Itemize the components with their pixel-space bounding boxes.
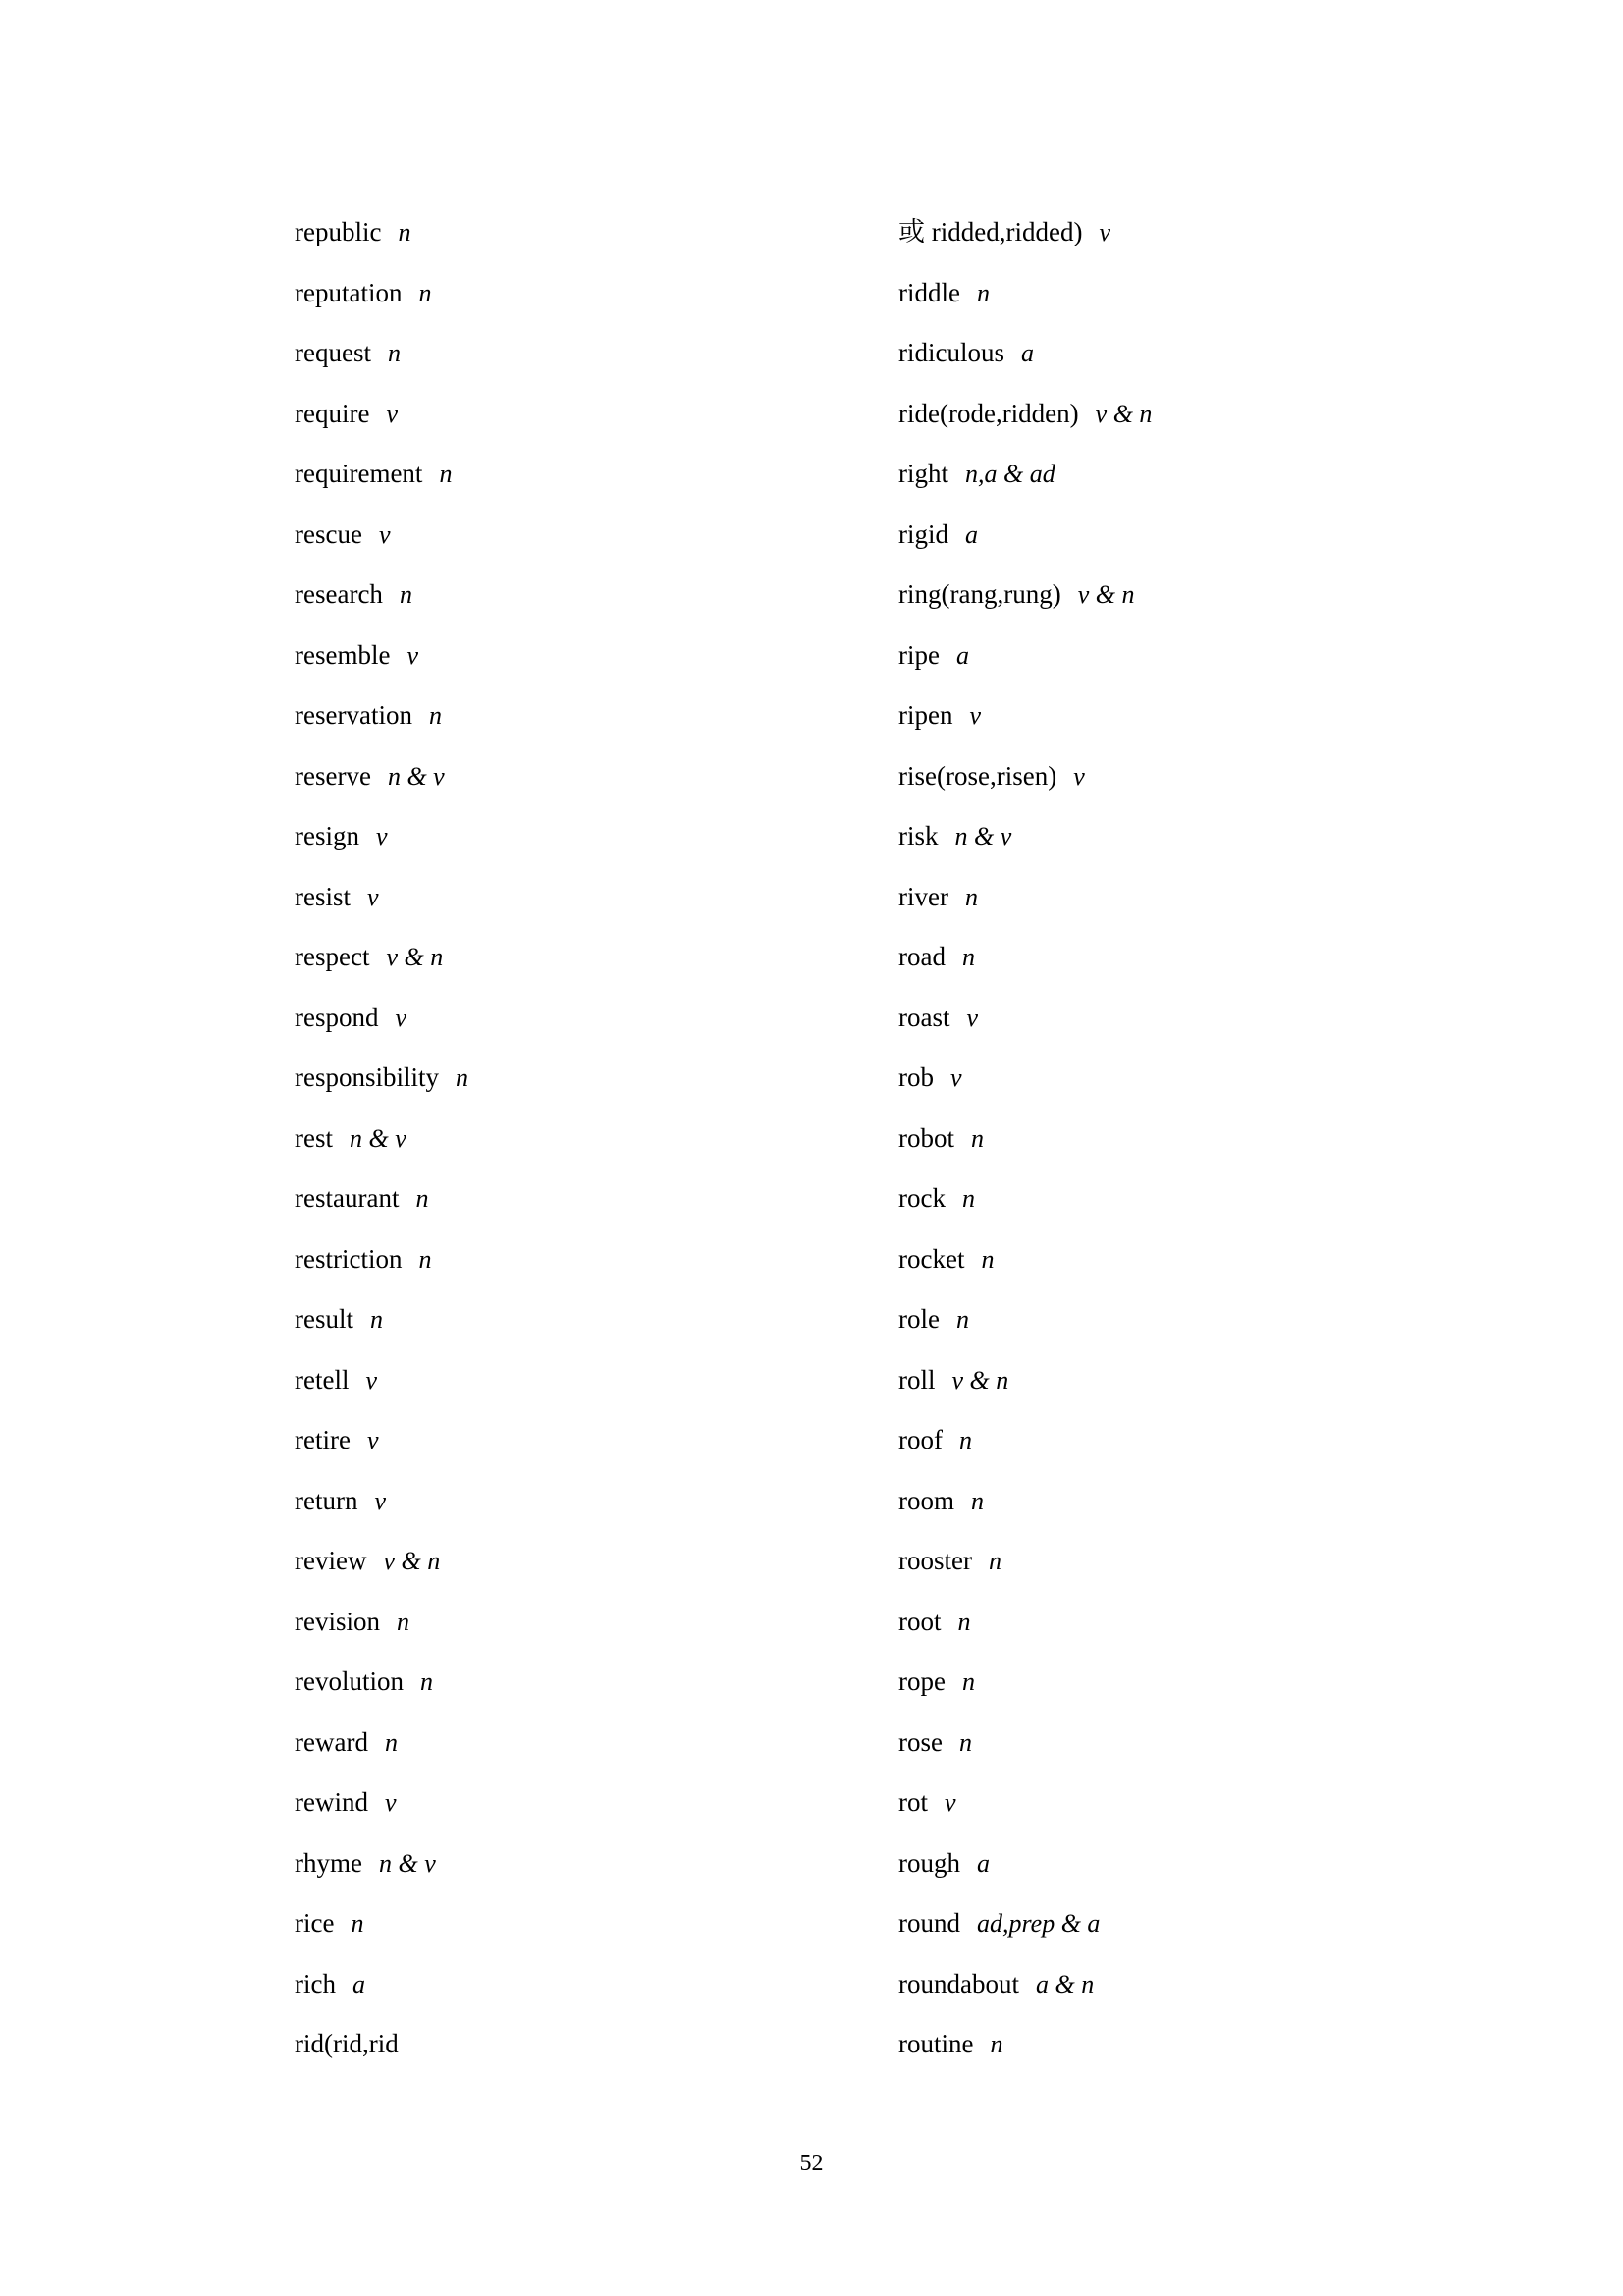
entry-part-of-speech: v — [1073, 761, 1085, 791]
dictionary-entry — [898, 1531, 1375, 1592]
entry-part-of-speech: v — [395, 1003, 407, 1032]
dictionary-entry — [295, 1289, 898, 1350]
entry-part-of-speech: a — [955, 640, 969, 670]
entry-word: require — [295, 398, 370, 428]
dictionary-entry — [295, 1230, 898, 1290]
dictionary-entry — [295, 806, 898, 867]
dictionary-entry — [898, 1652, 1375, 1713]
entry-part-of-speech: v — [969, 701, 982, 730]
dictionary-entry — [295, 202, 898, 263]
entry-part-of-speech: n & v — [954, 822, 1012, 850]
entry-word: rich — [295, 1968, 336, 1998]
entry-part-of-speech: v — [378, 519, 391, 549]
dictionary-entry — [898, 1350, 1375, 1411]
dictionary-entry — [295, 444, 898, 505]
entry-word: rhyme — [295, 1847, 362, 1878]
dictionary-entry — [898, 384, 1375, 445]
entry-part-of-speech: n & v — [387, 761, 445, 791]
entry-part-of-speech: a — [352, 1969, 365, 1998]
entry-part-of-speech: v & n — [383, 1547, 441, 1575]
entry-part-of-speech: v & n — [951, 1365, 1009, 1394]
entry-word: rice — [295, 1908, 335, 1938]
dictionary-entry — [295, 565, 898, 626]
word-list-column-right — [898, 202, 1375, 2075]
entry-part-of-speech: n & v — [378, 1848, 436, 1878]
entry-word: risk — [898, 821, 939, 850]
dictionary-entry — [898, 1713, 1375, 1774]
entry-part-of-speech: n — [399, 580, 412, 609]
page-number: 52 — [799, 2151, 824, 2176]
dictionary-entry — [295, 927, 898, 988]
entry-word: riddle — [898, 277, 960, 307]
entry-part-of-speech: n — [398, 218, 411, 246]
dictionary-entry — [295, 1773, 898, 1833]
entry-part-of-speech: n — [955, 1305, 969, 1334]
entry-part-of-speech: n — [428, 701, 442, 730]
entry-word: rock — [898, 1183, 946, 1213]
entry-word: ripen — [898, 700, 953, 730]
dictionary-entry — [295, 1350, 898, 1411]
entry-word: ring(rang,rung) — [898, 579, 1061, 609]
dictionary-entry — [295, 1893, 898, 1954]
entry-word: resist — [295, 881, 351, 911]
dictionary-entry — [898, 746, 1375, 807]
entry-word: resemble — [295, 639, 391, 670]
dictionary-entry — [898, 1592, 1375, 1653]
entry-word: ride(rode,ridden) — [898, 398, 1079, 428]
entry-word: retire — [295, 1425, 351, 1454]
entry-part-of-speech: n — [351, 1909, 364, 1938]
dictionary-entry — [898, 626, 1375, 686]
entry-word: 或 ridded,ridded) — [898, 217, 1083, 246]
entry-part-of-speech: v & n — [386, 943, 444, 971]
entry-word: reserve — [295, 760, 371, 791]
entry-part-of-speech: ad,prep & a — [977, 1909, 1101, 1938]
entry-word: robot — [898, 1122, 954, 1153]
dictionary-entry — [295, 1410, 898, 1471]
entry-part-of-speech: n — [961, 1667, 975, 1696]
dictionary-entry — [295, 1471, 898, 1532]
dictionary-entry — [898, 806, 1375, 867]
entry-part-of-speech: n — [418, 1244, 432, 1274]
entry-word: reputation — [295, 277, 403, 307]
dictionary-entry — [295, 263, 898, 324]
entry-word: rid(rid,rid — [295, 2029, 399, 2058]
entry-word: research — [295, 579, 383, 609]
entry-part-of-speech: n — [370, 1305, 383, 1334]
dictionary-entry — [295, 384, 898, 445]
entry-part-of-speech: a — [965, 519, 978, 549]
entry-word: rocket — [898, 1243, 965, 1274]
entry-part-of-speech: n — [957, 1607, 971, 1636]
entry-part-of-speech: v — [365, 1365, 378, 1394]
dictionary-entry — [295, 1169, 898, 1230]
dictionary-entry — [898, 202, 1375, 263]
dictionary-entry — [898, 2014, 1375, 2075]
entry-word: rough — [898, 1847, 960, 1878]
entry-part-of-speech: n — [415, 1184, 429, 1213]
entry-part-of-speech: v & n — [1077, 580, 1135, 609]
entry-part-of-speech: v — [366, 1426, 379, 1454]
entry-part-of-speech: n & v — [349, 1123, 406, 1153]
dictionary-entry — [295, 685, 898, 746]
entry-part-of-speech: v — [375, 822, 388, 850]
dictionary-entry — [898, 685, 1375, 746]
dictionary-entry — [295, 746, 898, 807]
entry-part-of-speech: n — [988, 1547, 1001, 1575]
entry-part-of-speech: v — [374, 1486, 387, 1515]
entry-part-of-speech: a — [977, 1848, 990, 1878]
dictionary-entry — [898, 1893, 1375, 1954]
entry-word: roof — [898, 1425, 943, 1454]
dictionary-entry — [898, 1833, 1375, 1894]
entry-word: revolution — [295, 1667, 404, 1696]
entry-word: rot — [898, 1787, 928, 1817]
entry-word: respond — [295, 1002, 379, 1032]
dictionary-entry — [295, 867, 898, 928]
entry-word: roast — [898, 1002, 950, 1032]
entry-part-of-speech: n — [439, 460, 453, 488]
dictionary-entry — [295, 1954, 898, 2015]
entry-part-of-speech: v & n — [1095, 399, 1153, 428]
entry-part-of-speech: n — [961, 943, 975, 971]
entry-part-of-speech: v — [386, 399, 398, 428]
entry-word: republic — [295, 217, 382, 246]
entry-part-of-speech: n — [981, 1244, 995, 1274]
dictionary-entry — [295, 1833, 898, 1894]
entry-word: resign — [295, 821, 359, 850]
dictionary-entry — [898, 263, 1375, 324]
dictionary-entry — [898, 867, 1375, 928]
dictionary-entry — [898, 1954, 1375, 2015]
dictionary-entry — [898, 505, 1375, 566]
dictionary-entry — [898, 927, 1375, 988]
entry-word: river — [898, 881, 948, 911]
entry-part-of-speech: v — [367, 882, 379, 911]
entry-part-of-speech: v — [966, 1003, 979, 1032]
entry-word: rigid — [898, 519, 948, 549]
entry-part-of-speech: n — [976, 278, 990, 307]
word-list-column-left — [295, 202, 898, 2075]
entry-word: revision — [295, 1606, 380, 1636]
entry-part-of-speech: n — [958, 1727, 972, 1757]
dictionary-entry — [295, 1652, 898, 1713]
dictionary-entry — [295, 2014, 898, 2075]
dictionary-entry — [295, 1109, 898, 1170]
entry-word: responsibility — [295, 1063, 439, 1092]
entry-part-of-speech: n — [387, 339, 401, 367]
entry-part-of-speech: n — [397, 1607, 409, 1636]
dictionary-entry — [898, 1773, 1375, 1833]
entry-part-of-speech: a & n — [1035, 1969, 1095, 1998]
dictionary-entry — [898, 1109, 1375, 1170]
entry-part-of-speech: v — [945, 1788, 956, 1817]
entry-part-of-speech: a — [1021, 339, 1034, 367]
entry-word: ripe — [898, 639, 940, 670]
dictionary-entry — [898, 565, 1375, 626]
entry-word: root — [898, 1606, 942, 1636]
entry-part-of-speech: n — [958, 1426, 972, 1454]
entry-word: ridiculous — [898, 338, 1004, 367]
dictionary-entry — [295, 626, 898, 686]
entry-part-of-speech: n — [961, 1184, 975, 1213]
dictionary-entry — [295, 323, 898, 384]
entry-word: restaurant — [295, 1183, 400, 1213]
entry-word: reward — [295, 1726, 368, 1757]
dictionary-entry — [295, 988, 898, 1049]
entry-word: roll — [898, 1364, 936, 1394]
entry-word: rescue — [295, 519, 362, 549]
dictionary-entry — [898, 988, 1375, 1049]
entry-word: right — [898, 459, 948, 488]
dictionary-entry — [898, 1230, 1375, 1290]
entry-word: rewind — [295, 1787, 368, 1817]
entry-word: room — [898, 1485, 954, 1515]
entry-word: role — [898, 1304, 940, 1334]
entry-part-of-speech: v — [406, 640, 418, 670]
entry-word: rose — [898, 1726, 943, 1757]
entry-part-of-speech: n — [419, 1667, 433, 1696]
word-list-columns — [295, 202, 1375, 2075]
entry-word: return — [295, 1485, 358, 1515]
entry-part-of-speech: n — [971, 1123, 984, 1153]
dictionary-entry — [295, 1713, 898, 1774]
entry-part-of-speech: n,a & ad — [965, 460, 1055, 488]
entry-word: requirement — [295, 459, 423, 488]
dictionary-entry — [898, 1410, 1375, 1471]
dictionary-entry — [898, 1048, 1375, 1109]
entry-part-of-speech: n — [418, 278, 432, 307]
entry-word: routine — [898, 2029, 974, 2058]
entry-word: respect — [295, 942, 370, 971]
entry-word: request — [295, 338, 371, 367]
entry-word: restriction — [295, 1243, 403, 1274]
entry-part-of-speech: n — [964, 882, 978, 911]
dictionary-entry — [898, 323, 1375, 384]
dictionary-entry — [295, 1531, 898, 1592]
entry-word: rest — [295, 1122, 333, 1153]
entry-part-of-speech: v — [384, 1788, 397, 1817]
dictionary-entry — [898, 1471, 1375, 1532]
entry-word: review — [295, 1546, 367, 1575]
dictionary-entry — [295, 1592, 898, 1653]
dictionary-entry — [898, 1289, 1375, 1350]
entry-word: rob — [898, 1063, 934, 1092]
entry-word: rope — [898, 1667, 946, 1696]
entry-word: retell — [295, 1364, 350, 1394]
entry-part-of-speech: v — [1099, 218, 1110, 246]
entry-part-of-speech: v — [950, 1064, 962, 1092]
dictionary-entry — [295, 1048, 898, 1109]
entry-part-of-speech: n — [971, 1486, 984, 1515]
entry-word: roundabout — [898, 1968, 1019, 1998]
entry-word: road — [898, 942, 946, 971]
entry-word: result — [295, 1304, 353, 1334]
dictionary-entry — [898, 1169, 1375, 1230]
entry-word: reservation — [295, 700, 412, 730]
entry-part-of-speech: n — [990, 2030, 1003, 2058]
entry-word: round — [898, 1908, 960, 1938]
dictionary-entry — [898, 444, 1375, 505]
entry-word: rise(rose,risen) — [898, 760, 1057, 791]
dictionary-entry — [295, 505, 898, 566]
entry-part-of-speech: n — [384, 1727, 398, 1757]
entry-word: rooster — [898, 1546, 972, 1575]
entry-part-of-speech: n — [456, 1064, 468, 1092]
